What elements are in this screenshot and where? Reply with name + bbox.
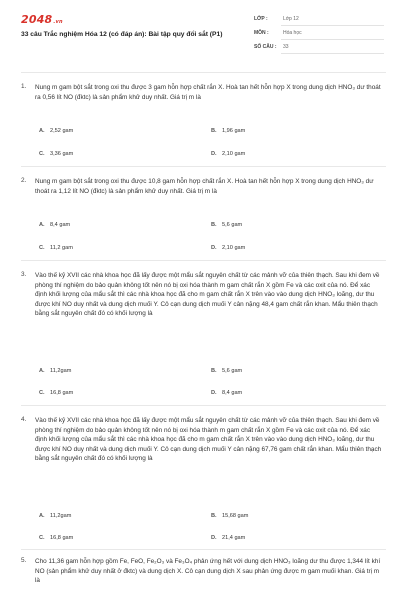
question-number: 5. bbox=[21, 557, 27, 564]
option-b[interactable]: B. 1,96 gam bbox=[211, 128, 246, 134]
option-a[interactable]: A. 2,52 gam bbox=[39, 128, 74, 134]
meta-value: Hóa học bbox=[283, 30, 302, 36]
option-d[interactable]: D. 8,4 gam bbox=[211, 390, 243, 396]
question-text: Nung m gam bột sắt trong oxi thu được 3 gam hỗn hợp chất rắn X. Hoà tan hết hỗn hợp X trong dung dịch HNO₃ dư thoát ra 0,56 lít NO (đktc) là sản phẩm khử duy nhất. Giá trị m là bbox=[35, 84, 381, 101]
option-b[interactable]: B. 5,6 gam bbox=[211, 368, 243, 374]
option-d[interactable]: D. 21,4 gam bbox=[211, 535, 246, 541]
option-c[interactable]: C. 16,8 gam bbox=[39, 390, 74, 396]
document-title: 33 câu Trắc nghiệm Hóa 12 (có đáp án): Bài tập quy đổi sắt (P1) bbox=[21, 31, 223, 38]
question-text: Cho 11,36 gam hỗn hợp gồm Fe, FeO, Fe₂O₃ và Fe₃O₄ phản ứng hết với dung dịch HNO₃ loãng dư thu được 1,344 lít khí NO (sản phẩm khử duy nhất ở đktc) và dung dịch X. Cô cạn dung dịch X sau phản ứng được m gam muối khan. Giá trị m là bbox=[35, 558, 381, 585]
option-c[interactable]: C. 11,2 gam bbox=[39, 245, 73, 251]
site-logo[interactable]: 2048.vn bbox=[21, 13, 63, 26]
option-d[interactable]: D. 2,10 gam bbox=[211, 151, 246, 157]
option-d[interactable]: D. 2,10 gam bbox=[211, 245, 246, 251]
meta-label: MÔN : bbox=[254, 30, 269, 36]
option-b[interactable]: B. 15,68 gam bbox=[211, 513, 249, 519]
meta-label: LỚP : bbox=[254, 16, 268, 22]
meta-label: SỐ CÂU : bbox=[254, 44, 277, 50]
meta-class bbox=[254, 16, 384, 30]
page-header bbox=[0, 0, 400, 66]
option-a[interactable]: A. 11,2gam bbox=[39, 368, 72, 374]
option-c[interactable]: C. 16,8 gam bbox=[39, 535, 74, 541]
question-number: 4. bbox=[21, 416, 27, 423]
question-number: 3. bbox=[21, 271, 27, 278]
question-divider bbox=[21, 260, 386, 261]
question-divider bbox=[21, 405, 386, 406]
option-c[interactable]: C. 3,36 gam bbox=[39, 151, 74, 157]
question-text: Nung m gam bột sắt trong oxi thu được 10,8 gam hỗn hợp chất rắn X. Hoà tan hết hỗn hợp X trong dung dịch HNO₃ dư thoát ra 1,12 lít NO (đktc) là sản phẩm khử duy nhất. Giá trị m là bbox=[35, 178, 374, 195]
meta-subject bbox=[254, 30, 384, 44]
question-divider bbox=[21, 549, 386, 550]
meta-value: 33 bbox=[283, 44, 289, 50]
header-divider bbox=[21, 72, 386, 73]
meta-count bbox=[254, 44, 384, 58]
option-a[interactable]: A. 8,4 gam bbox=[39, 222, 71, 228]
question-text: Vào thế kỷ XVII các nhà khoa học đã lấy được một mẩu sắt nguyên chất từ các mảnh vỡ của thiên thạch. Sau khi đem về phòng thí nghiệm do bảo quản không tốt nên nó bị oxi hóa thành m gam chất rắn X gồm Fe và các oxit của nó. Để xác định khối lượng của mẩu sắt thì các nhà khoa học đã cho m gam chất rắn X trên vào vào dung dịch HNO₃ loãng, dư thu được khí NO duy nhất và dung dịch muối Y. Cô cạn dung dịch muối Y cân nặng 67,76 gam chất rắn khan. Mẩu thiên thạch bằng sắt nguyên chất đó có khối lượng là bbox=[35, 417, 382, 463]
question-number: 1. bbox=[21, 83, 27, 90]
meta-underline bbox=[281, 53, 384, 54]
meta-underline bbox=[281, 39, 384, 40]
meta-underline bbox=[281, 25, 384, 26]
option-b[interactable]: B. 5,6 gam bbox=[211, 222, 243, 228]
option-a[interactable]: A. 11,2gam bbox=[39, 513, 72, 519]
meta-value: Lớp 12 bbox=[283, 16, 299, 22]
question-text: Vào thế kỷ XVII các nhà khoa học đã lấy được một mẩu sắt nguyên chất từ các mảnh vỡ của thiên thạch. Sau khi đem về phòng thí nghiệm do bảo quản không tốt nên nó bị oxi hóa thành m gam chất rắn X gồm Fe và các oxit của nó. Để xác định khối lượng của mẩu sắt thì các nhà khoa học đã cho m gam chất rắn X trên vào vào dung dịch HNO₃ loãng, dư thu được khí NO duy nhất và dung dịch muối Y. Cô cạn dung dịch muối Y cân nặng 48,4 gam chất rắn khan. Mẩu thiên thạch bằng sắt nguyên chất đó có khối lượng là bbox=[35, 272, 380, 318]
question-number: 2. bbox=[21, 177, 27, 184]
question-divider bbox=[21, 166, 386, 167]
